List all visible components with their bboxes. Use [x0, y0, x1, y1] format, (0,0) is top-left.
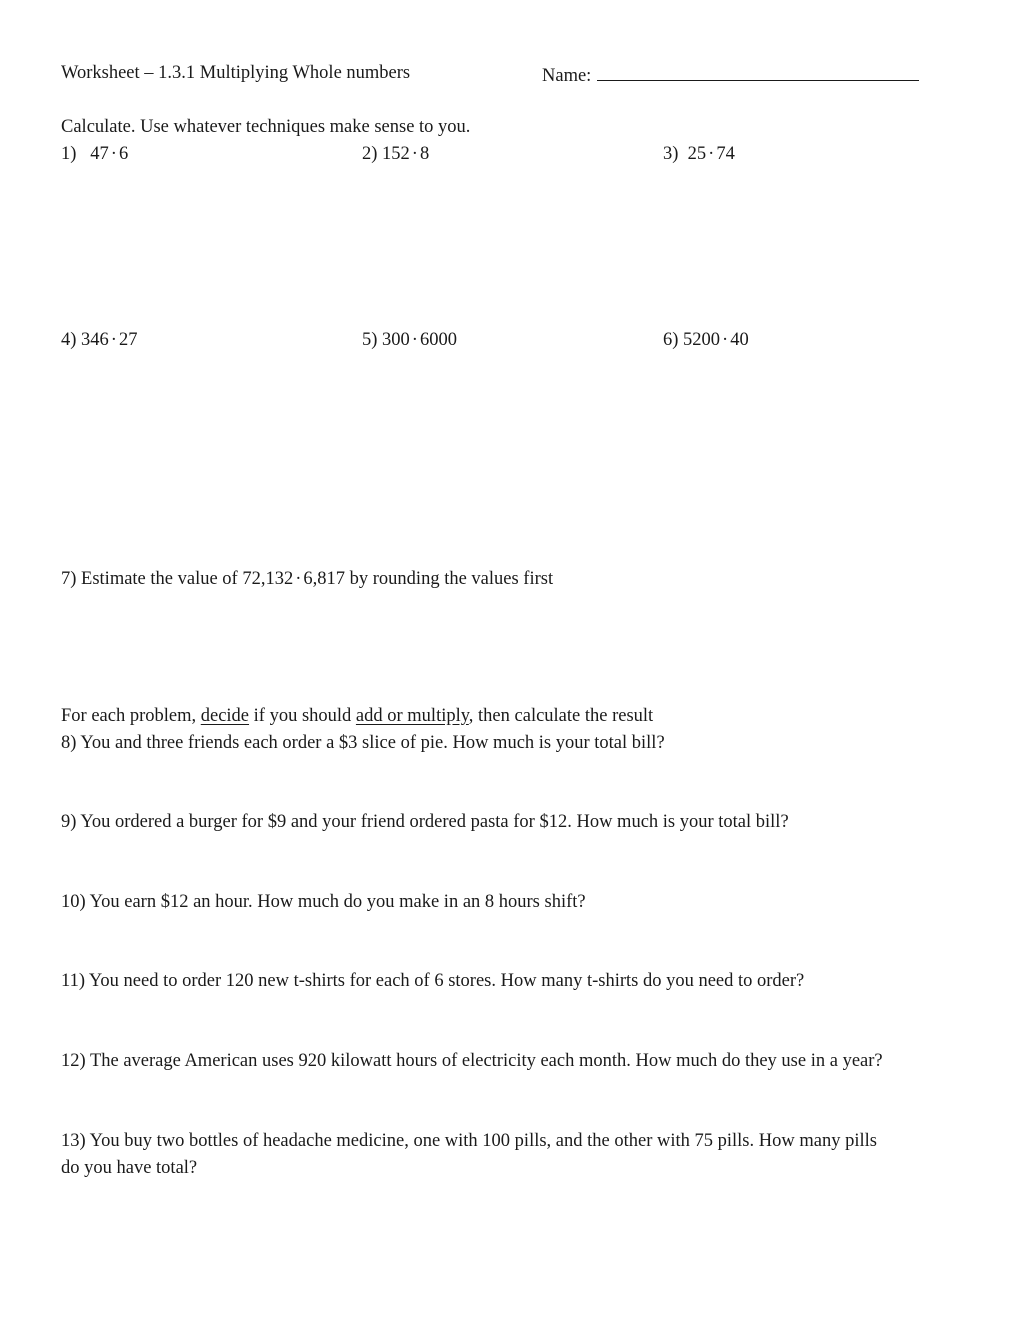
worksheet-title: Worksheet – 1.3.1 Multiplying Whole numbers [61, 63, 411, 83]
word-problem-13: 13) You buy two bottles of headache medicine, one with 100 pills, and the other with 75 pills. How many pills [61, 1131, 877, 1151]
word-problem-10: 10) You earn $12 an hour. How much do you make in an 8 hours shift? [61, 892, 586, 912]
name-field[interactable] [542, 62, 919, 87]
instructions: Calculate. Use whatever techniques make sense to you. [61, 117, 471, 137]
word-problem-8: 8) You and three friends each order a $3 slice of pie. How much is your total bill? [61, 733, 665, 753]
problem-3: 3) 25 · 74 [663, 144, 735, 164]
decide-underlined: decide [200, 706, 250, 726]
name-blank-line[interactable] [597, 62, 919, 81]
problem-2: 2) 152 · 8 [362, 144, 430, 164]
word-problem-9: 9) You ordered a burger for $9 and your friend ordered pasta for $12. How much is your total bill? [61, 812, 789, 832]
word-problems-intro: For each problem, decide if you should add or multiply, then calculate the result [61, 706, 654, 726]
problem-1: 1) 47 · 6 [61, 144, 129, 164]
problem-7-estimate: 7) Estimate the value of 72,132 · 6,817 by rounding the values first [61, 569, 554, 589]
problem-4: 4) 346 · 27 [61, 330, 138, 350]
problem-5: 5) 300 · 6000 [362, 330, 457, 350]
name-label: Name: [542, 66, 592, 86]
add-or-multiply-underlined: add or multiply [355, 706, 469, 726]
word-problem-11: 11) You need to order 120 new t-shirts for each of 6 stores. How many t-shirts do you need to order? [61, 971, 805, 991]
problem-6: 6) 5200 · 40 [663, 330, 749, 350]
word-problem-13-continued: do you have total? [61, 1158, 198, 1178]
word-problem-12: 12) The average American uses 920 kilowatt hours of electricity each month. How much do they use in a year? [61, 1051, 883, 1071]
